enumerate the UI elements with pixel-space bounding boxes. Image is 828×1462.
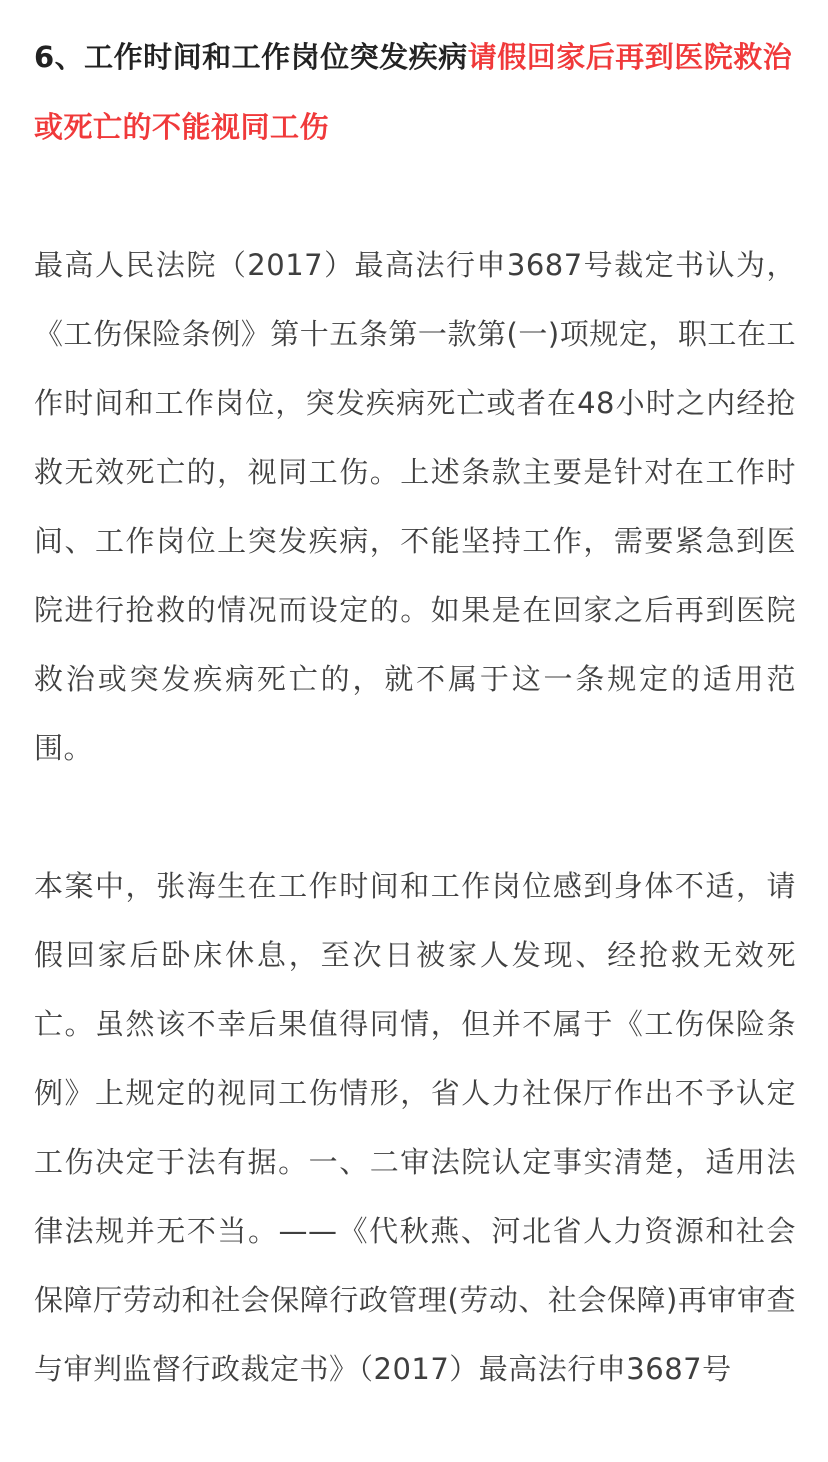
body-paragraph-court-opinion: 最高人民法院（2017）最高法行申3687号裁定书认为，《工伤保险条例》第十五条第一款第(一)项规定，职工在工作时间和工作岗位，突发疾病死亡或者在48小时之内经抢救无效死亡的，视同工伤。上述条款主要是针对在工作时间、工作岗位上突发疾病，不能坚持工作，需要紧急到医院进行抢救的情况而设定的。如果是在回家之后再到医院救治或突发疾病死亡的，就不属于这一条规定的适用范围。 [34, 248, 796, 765]
heading-highlight: 请假回家后再到医院救治或死亡的不能视同工伤 [34, 40, 793, 144]
heading-prefix: 6、工作时间和工作岗位突发疾病 [34, 40, 468, 74]
section-heading [34, 22, 796, 162]
body-paragraph-case-detail: 本案中，张海生在工作时间和工作岗位感到身体不适，请假回家后卧床休息，至次日被家人发现、经抢救无效死亡。虽然该不幸后果值得同情，但并不属于《工伤保险条例》上规定的视同工伤情形，省人力社保厅作出不予认定工伤决定于法有据。一、二审法院认定事实清楚，适用法律法规并无不当。——《代秋燕、河北省人力资源和社会保障厅劳动和社会保障行政管理(劳动、社会保障)再审审查与审判监督行政裁定书》（2017）最高法行申3687号 [34, 869, 796, 1386]
